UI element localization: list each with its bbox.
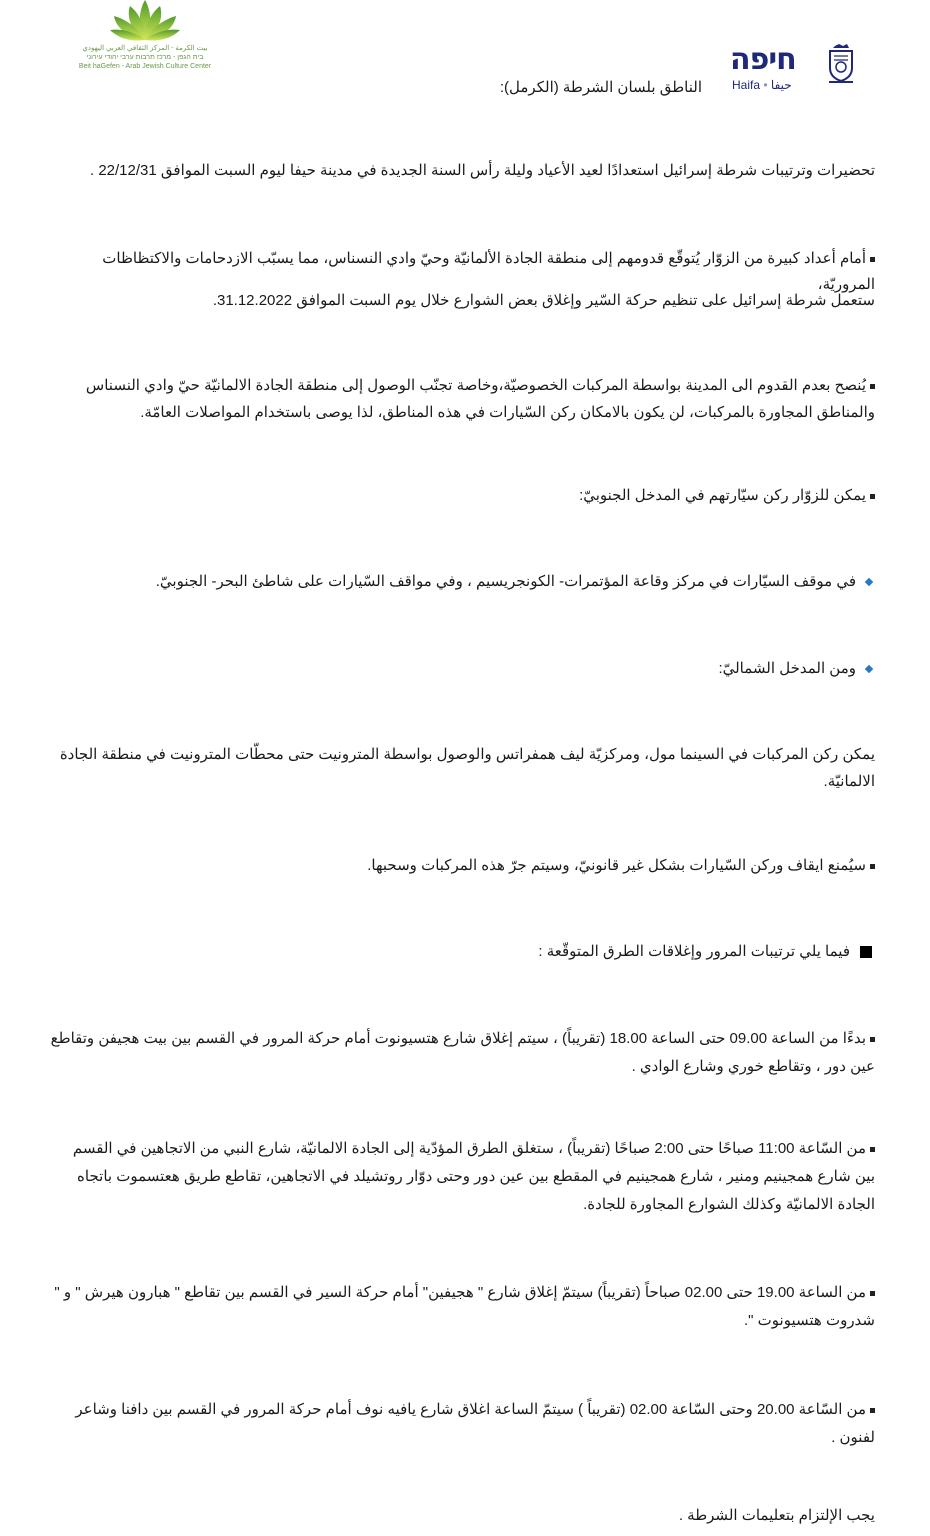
paragraph-visitors-line1: أمام أعداد كبيرة من الزوّار يُتوقّع قدومهم إلى منطقة الجادة الألمانيّة وحيّ وادي النسناس، مما يسبّب الازدحامات والاكتظاظات المروريّة، (102, 250, 875, 293)
logo-line-arabic: بيت الكرمة - المركز الثقافي العربي اليهودي (82, 45, 208, 52)
logo-line-hebrew: בית הגפן - מרכז תרבות ערבי יהודי עירוני (86, 54, 204, 61)
illegal-parking-text: سيُمنع ايقاف وركن السّيارات بشكل غير قانونيّ، وسيتم جرّ هذه المركبات وسحبها. (367, 857, 866, 874)
illegal-parking-item (50, 853, 875, 879)
closing-note: يجب الإلتزام بتعليمات الشرطة . (678, 1507, 875, 1524)
south-entry-text: يمكن للزوّار ركن سيّارتهم في المدخل الجنوبيّ: (579, 487, 866, 504)
logo-line-english: Beit haGefen - Arab Jewish Culture Center (78, 63, 212, 70)
haifa-dot: • (763, 78, 768, 92)
south-parking-text: في موقف السيّارات في مركز وقاعة المؤتمرات- الكونجريسيم ، وفي مواقف السّيارات على شاطئ البحر- الجنوبيّ. (155, 573, 856, 590)
square-bullet-icon (870, 494, 875, 499)
paragraph-visitors-line2: ستعمل شرطة إسرائيل على تنظيم حركة السّير وإغلاق بعض الشوارع خلال يوم السبت الموافق 31.12.2022. (212, 292, 875, 309)
closure-item-4 (50, 1396, 875, 1452)
closure-item-3 (50, 1279, 875, 1335)
spokesperson-label: الناطق بلسان الشرطة (الكرمل): (499, 79, 702, 96)
closures-heading (50, 939, 872, 965)
square-bullet-icon (870, 1291, 875, 1296)
haifa-wordmark (732, 78, 792, 92)
paragraph-recommendation (50, 372, 875, 426)
haifa-crest-icon (827, 44, 855, 84)
diamond-bullet-icon (865, 578, 873, 586)
haifa-logo (730, 40, 855, 100)
closure-text-4: من السّاعة 20.00 وحتى السّاعة 02.00 (تقريباً ) سيتمّ الساعة اغلاق شارع يافيه نوف أمام حركة المرور في القسم بين دافنا وشاعر لفنون . (75, 1401, 875, 1446)
diamond-bullet-icon (865, 665, 873, 673)
north-entry-text: ومن المدخل الشماليّ: (718, 660, 856, 677)
closure-text-2: من السّاعة 11:00 صباحًا حتى 2:00 صباحًا (تقريباً) ، ستغلق الطرق المؤدّية إلى الجادة الالمانيّة، شارع النبي من الاتجاهين في القسم بين شارع همجينيم ومنير ، شارع همجينيم في المقطع بين عين دور وحتى دوّار روتشيلد في الاتجاهين، تقاطع طريق هعتسموت باتجاه الجادة الالمانيّة وكذلك الشوارع المجاورة للجادة. (72, 1140, 875, 1213)
north-entry-item (50, 656, 872, 682)
square-bullet-icon (870, 257, 875, 262)
beit-hagefen-logo (70, 0, 220, 72)
closures-heading-text: فيما يلي ترتيبات المرور وإغلاقات الطرق المتوقّعة : (538, 943, 850, 960)
haifa-hebrew-wordmark: חיפה (730, 42, 796, 77)
document-title: تحضيرات وترتيبات شرطة إسرائيل استعدادًا لعيد الأعياد وليلة رأس السنة الجديدة في مدينة حيفا ليوم السبت الموافق 22/12/31 . (89, 162, 875, 179)
closure-item-2 (50, 1135, 875, 1219)
haifa-english: Haifa (732, 78, 761, 92)
closure-text-1: بدءًا من الساعة 09.00 حتى الساعة 18.00 (تقريباً) ، سيتم إغلاق شارع هتسيونوت أمام حركة المرور في القسم بين بيت هجيفن وتقاطع عين دور ، وتقاطع خوري وشارع الوادي . (50, 1030, 875, 1075)
square-bullet-icon (870, 1408, 875, 1413)
square-bullet-icon (870, 1147, 875, 1152)
square-bullet-icon (870, 864, 875, 869)
north-parking-text: يمكن ركن المركبات في السينما مول، ومركزيّة ليف همفراتس والوصول بواسطة المترونيت حتى محطّات المترونيت في منطقة الجادة الالمانيّة. (59, 746, 875, 790)
haifa-arabic: حيفا (770, 78, 792, 92)
paragraph-south-entry (50, 483, 875, 509)
black-square-bullet-icon (860, 946, 872, 958)
lotus-leaf-icon (70, 0, 220, 42)
south-parking-item (50, 569, 872, 595)
square-bullet-icon (870, 384, 875, 389)
closure-item-1 (50, 1025, 875, 1081)
paragraph-recommendation-text: يُنصح بعدم القدوم الى المدينة بواسطة المركبات الخصوصيّة،وخاصة تجنّب الوصول إلى منطقة الجادة الالمانيّة حيّ وادي النسناس والمناطق المجاورة بالمركبات، لن يكون بالامكان ركن السّيارات في هذه المناطق، لذا يوصى باستخدام المواصلات العامّة. (85, 377, 875, 421)
square-bullet-icon (870, 1037, 875, 1042)
closure-text-3: من الساعة 19.00 حتى 02.00 صباحاً (تقريباً) سيتمّ إغلاق شارع " هجيفين" أمام حركة السير في القسم بين تقاطع " هبارون هيرش " و " شدروت هتسيونوت ". (54, 1284, 875, 1329)
